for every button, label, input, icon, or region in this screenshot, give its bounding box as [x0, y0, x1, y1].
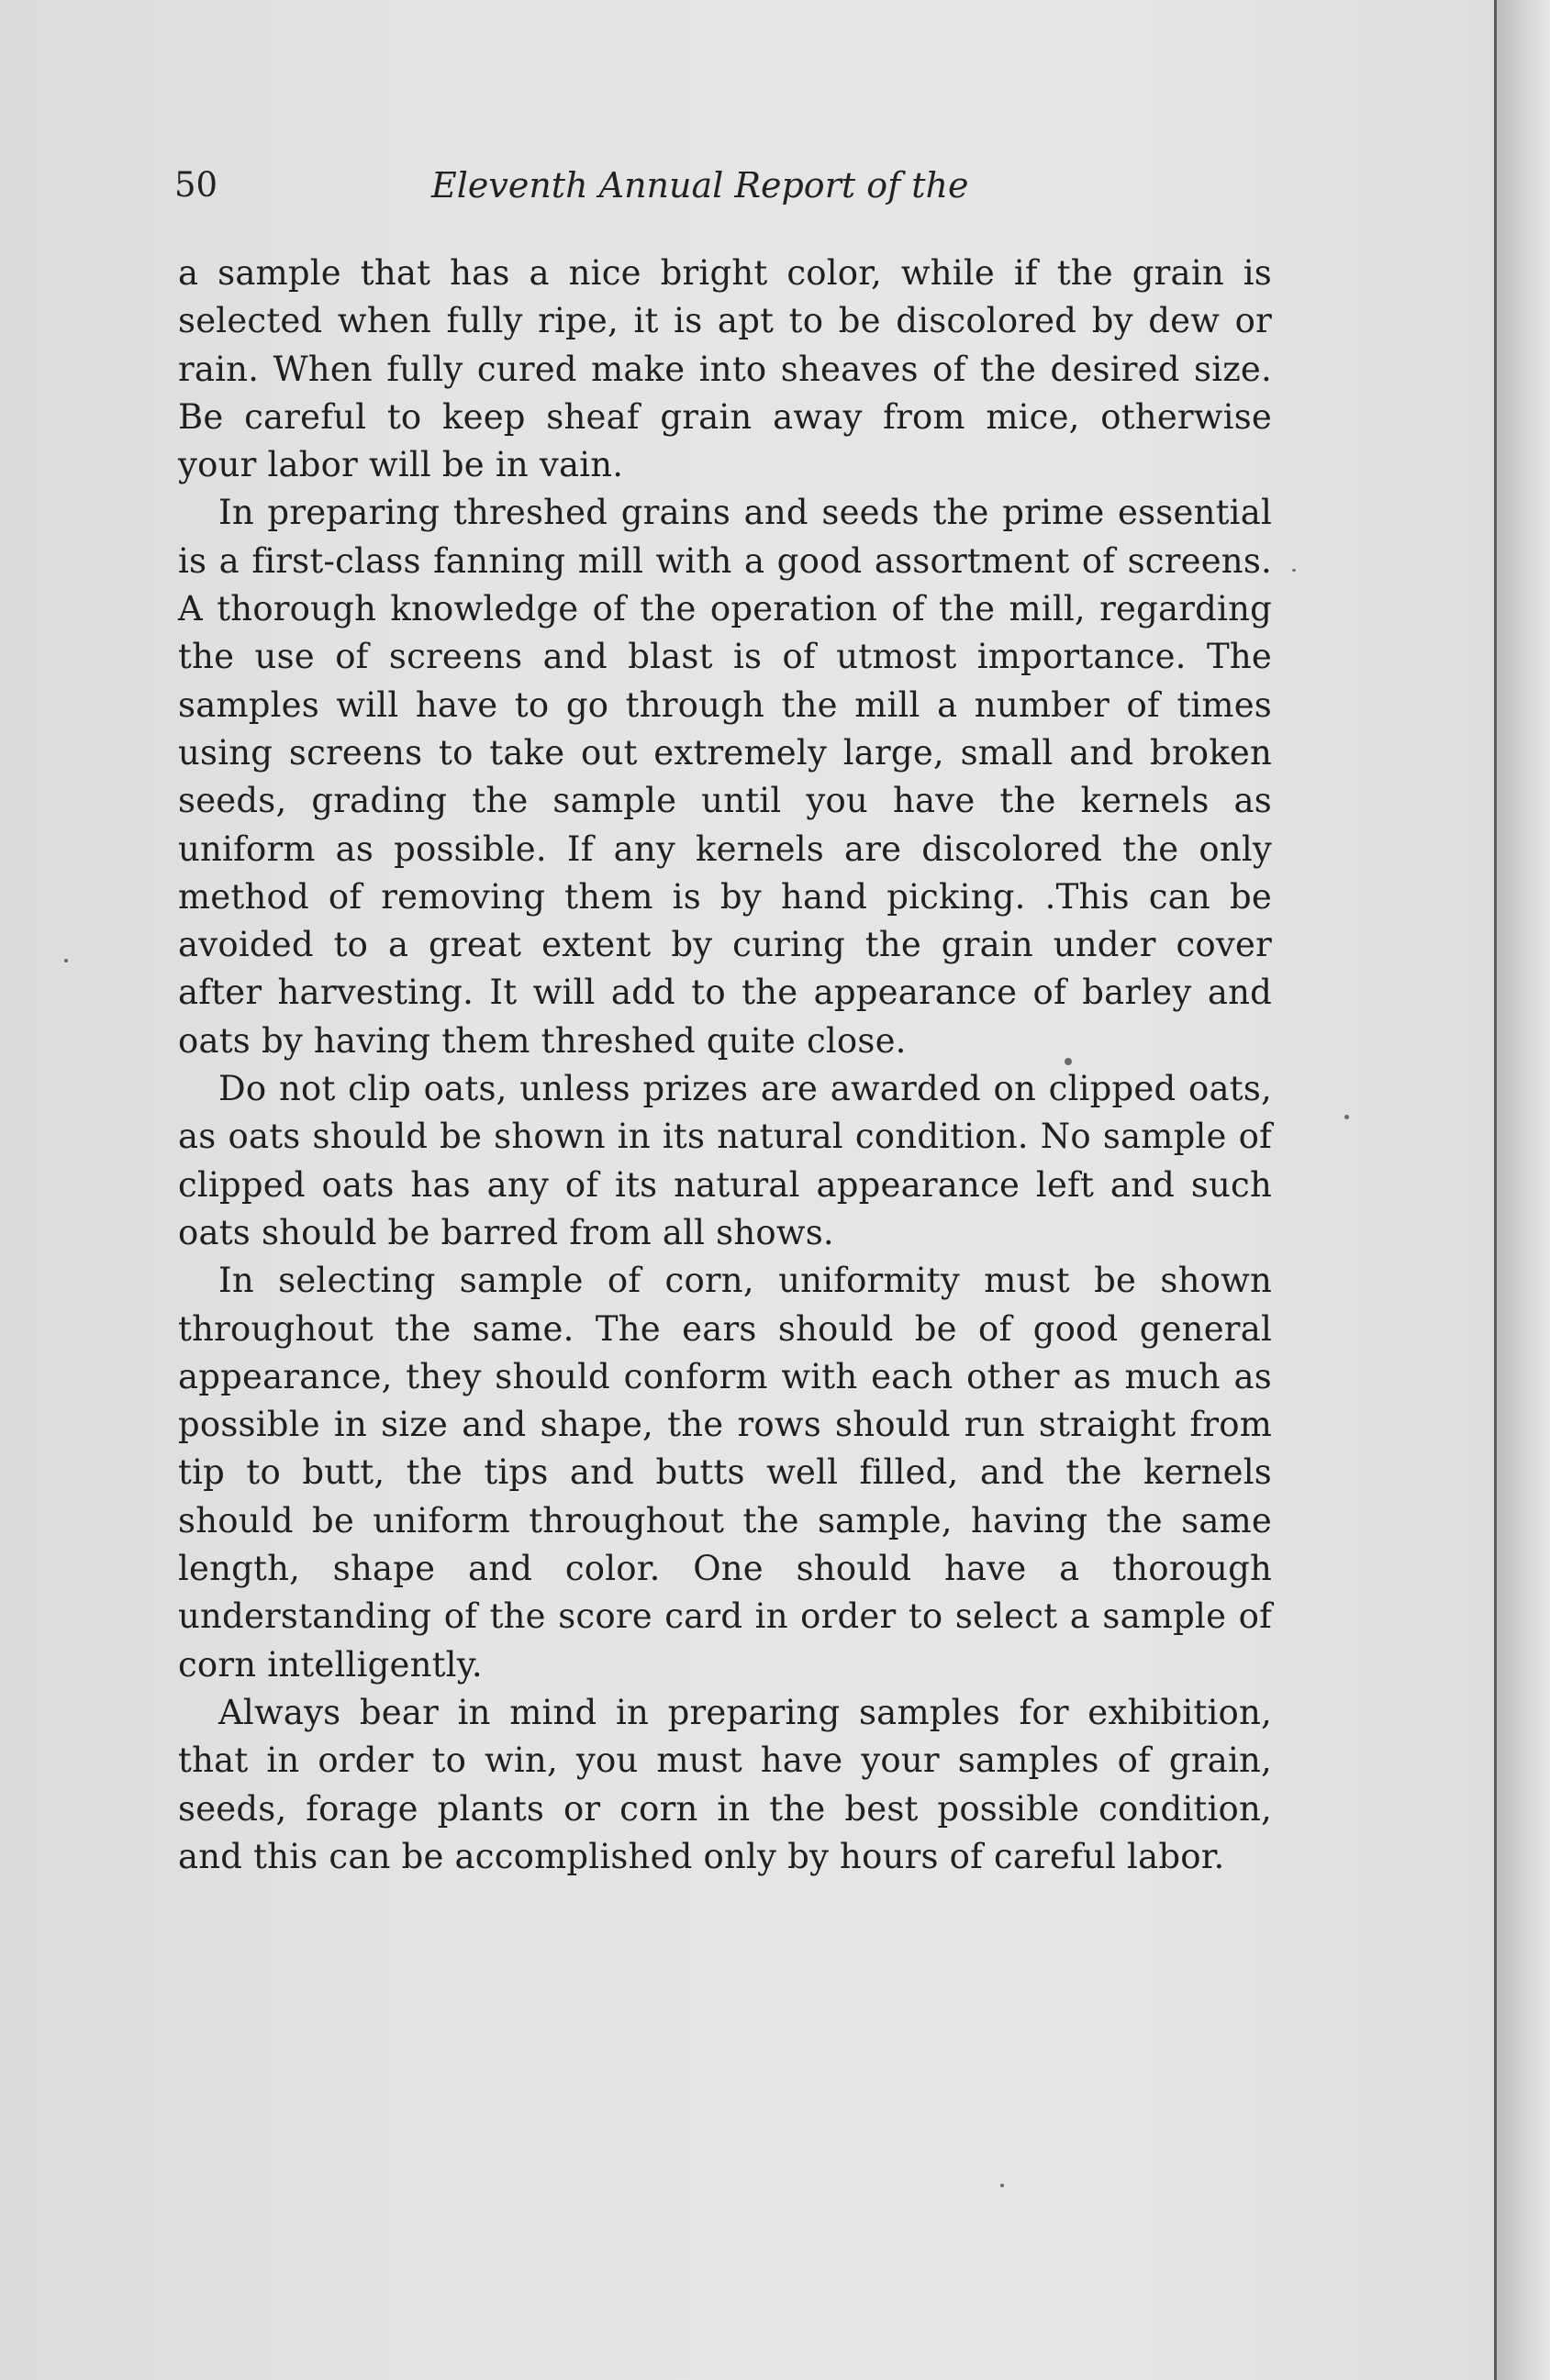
print-speck	[1292, 569, 1296, 572]
paragraph-1: a sample that has a nice bright color, while if the grain is selected when fully ripe, it is apt to be discolored by dew or rain. When fully cured make into sheaves of the desired size. Be careful to keep sheaf grain away from mice, otherwise your labor will be in vain.	[178, 253, 1272, 485]
body-text	[178, 250, 1272, 1881]
paragraph-2: In preparing threshed grains and seeds the prime essential is a first-class fanning mill with a good assortment of screens. A thorough knowledge of the operation of the mill, regarding the use of screens and blast is of utmost importance. The samples will have to go through the mill a number of times using screens to take out extremely large, small and broken seeds, grading the sample until you have the kernels as uniform as possible. If any kernels are discolored the only method of removing them is by hand picking. .This can be avoided to a great extent by curing the grain under cover after harvesting. It will add to the appearance of barley and oats by having them threshed quite close.	[178, 493, 1272, 1061]
print-speck	[1344, 1115, 1349, 1119]
print-speck	[1000, 2184, 1004, 2187]
page-binding-edge	[1494, 0, 1497, 2380]
print-speck	[1065, 1058, 1072, 1065]
paragraph-5: Always bear in mind in preparing samples for exhibition, that in order to win, you must have your samples of grain, seeds, forage plants or corn in the best possible condition, and this can be accomplished only by hours of careful labor.	[178, 1692, 1272, 1876]
page-binding-shadow	[1497, 0, 1550, 2380]
paragraph-3: Do not clip oats, unless prizes are awarded on clipped oats, as oats should be shown in its natural condition. No sample of clipped oats has any of its natural appearance left and such oats should be barred from all shows.	[178, 1069, 1272, 1252]
paragraph-4: In selecting sample of corn, uniformity must be shown throughout the same. The ears should be of good general appearance, they should conform with each other as much as possible in size and shape, the rows should run straight from tip to butt, the tips and butts well filled, and the kernels should be uniform throughout the sample, having the same length, shape and color. One should have a thorough understanding of the score card in order to select a sample of corn intelligently.	[178, 1261, 1272, 1685]
print-speck	[64, 959, 68, 962]
running-title: Eleventh Annual Report of the	[431, 165, 969, 206]
page-number: 50	[174, 165, 218, 205]
page-header	[174, 158, 1276, 213]
